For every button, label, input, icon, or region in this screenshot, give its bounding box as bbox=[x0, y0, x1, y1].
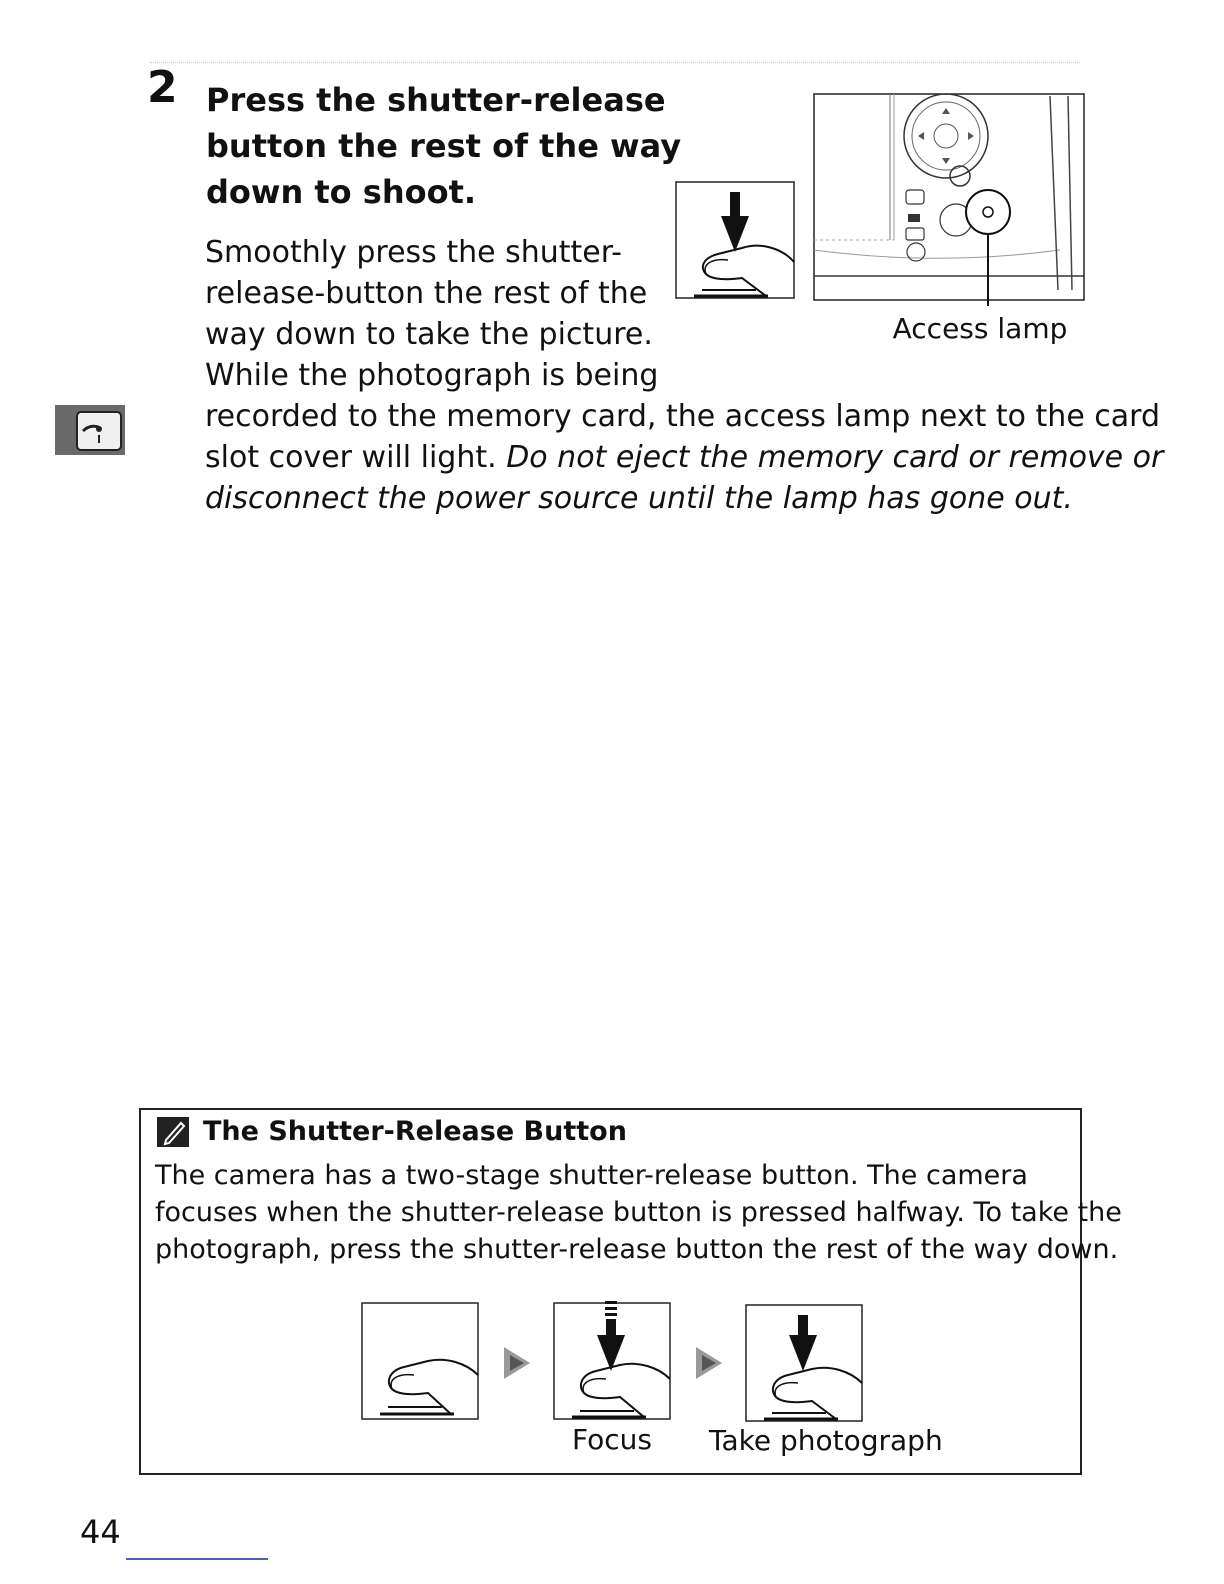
body-line: way down to take the picture. bbox=[205, 317, 653, 352]
half-press-illustration bbox=[550, 1299, 674, 1423]
shooting-mode-tab-icon bbox=[55, 405, 125, 455]
body-line: recorded to the memory card, the access lamp next to the card bbox=[205, 399, 1161, 434]
flow-arrow-icon bbox=[692, 1345, 726, 1381]
footer-rule bbox=[126, 1558, 268, 1560]
scan-dotted-line bbox=[150, 62, 1080, 63]
body-line: While the photograph is being bbox=[205, 358, 659, 393]
step-body-text bbox=[205, 232, 1164, 519]
body-warning-italic: disconnect the power source until the lamp has gone out. bbox=[205, 481, 1073, 516]
focus-caption: Focus bbox=[572, 1423, 652, 1456]
step-title-line: Press the shutter-release bbox=[206, 81, 666, 119]
body-line: release-button the rest of the bbox=[205, 276, 648, 311]
body-line: Smoothly press the shutter- bbox=[205, 235, 622, 270]
page-number: 44 bbox=[80, 1513, 121, 1551]
full-press-illustration bbox=[742, 1301, 866, 1425]
body-line bbox=[205, 478, 1095, 519]
note-body-text bbox=[155, 1157, 1122, 1268]
body-warning-italic: Do not eject the memory card or remove or bbox=[506, 440, 1164, 475]
step-title-line: button the rest of the way bbox=[206, 127, 682, 165]
body-text-plain: slot cover will light. bbox=[205, 440, 507, 475]
multi-selector-icon bbox=[904, 94, 988, 178]
flow-arrow-icon bbox=[500, 1345, 534, 1381]
access-lamp-label: Access lamp bbox=[892, 312, 1068, 345]
note-line: focuses when the shutter-release button is pressed halfway. To take the bbox=[155, 1197, 1122, 1228]
note-line: photograph, press the shutter-release button the rest of the way down. bbox=[155, 1234, 1119, 1265]
body-line bbox=[205, 437, 1164, 478]
step-number: 2 bbox=[147, 62, 178, 113]
step-title bbox=[206, 77, 682, 215]
step-title-line: down to shoot. bbox=[206, 173, 477, 211]
note-title: The Shutter-Release Button bbox=[203, 1116, 627, 1147]
finger-resting-illustration bbox=[358, 1299, 482, 1423]
take-photograph-caption: Take photograph bbox=[709, 1424, 943, 1457]
press-down-arrow-icon bbox=[789, 1315, 817, 1371]
pencil-note-icon bbox=[157, 1117, 189, 1147]
half-press-arrow-icon bbox=[597, 1301, 625, 1371]
note-line: The camera has a two-stage shutter-release button. The camera bbox=[155, 1160, 1028, 1191]
